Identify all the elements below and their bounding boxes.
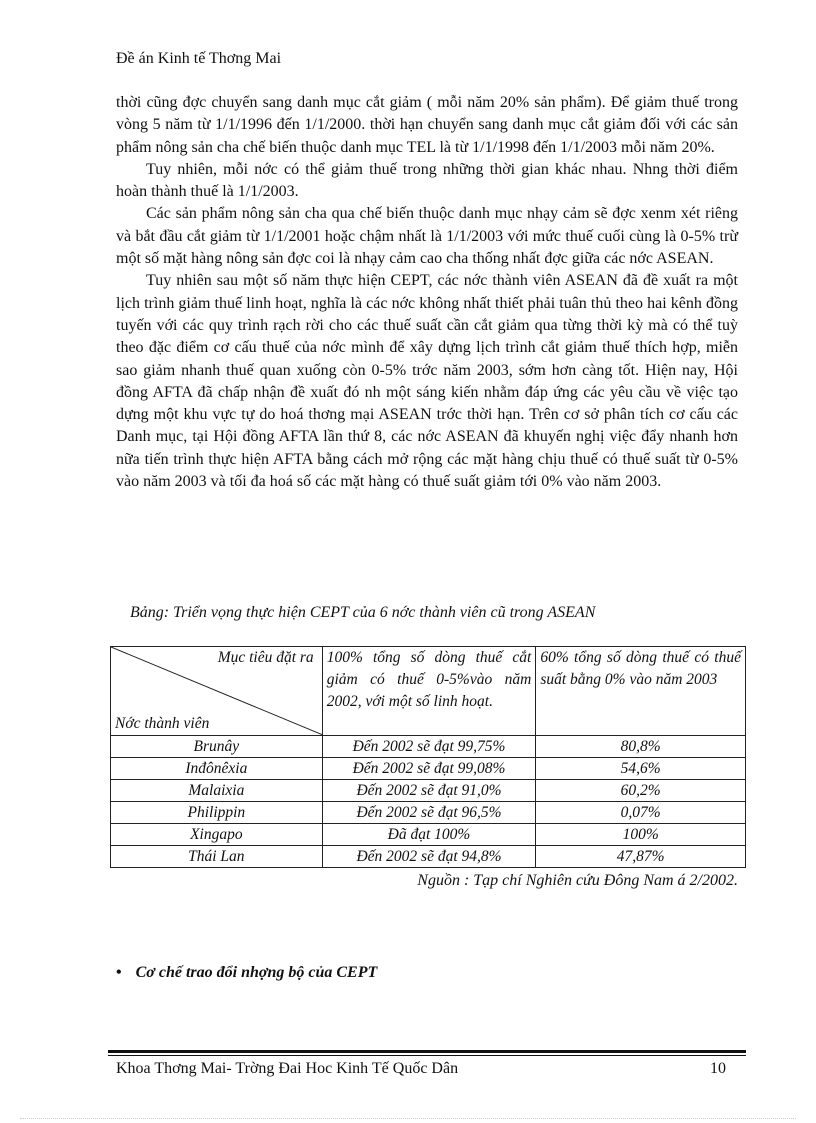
country-cell: Malaixia (111, 780, 323, 802)
target-2003-cell: 54,6% (536, 758, 746, 780)
body-text (116, 92, 738, 493)
table-row (111, 846, 746, 868)
target-2003-cell: 0,07% (536, 802, 746, 824)
footer-rule-thick (108, 1050, 746, 1053)
target-2003-cell: 100% (536, 824, 746, 846)
target-2003-cell: 47,87% (536, 846, 746, 868)
bullet-icon: • (116, 964, 122, 981)
target-2002-cell: Đến 2002 sẽ đạt 96,5% (322, 802, 536, 824)
target-2003-cell: 80,8% (536, 736, 746, 758)
country-cell: Xingapo (111, 824, 323, 846)
target-2002-cell: Đến 2002 sẽ đạt 99,75% (322, 736, 536, 758)
table-row (111, 824, 746, 846)
table-row (111, 736, 746, 758)
table-caption: Bảng: Triển vọng thực hiện CEPT của 6 nớc thành viên cũ trong ASEAN (130, 604, 596, 621)
footer-rule-thin (108, 1055, 746, 1056)
paragraph: Tuy nhiên sau một số năm thực hiện CEPT, các nớc thành viên ASEAN đã đề xuất ra một lịch trình giảm thuế linh hoạt, nghĩa là các nớc không nhất thiết phải tuân thủ theo hai kênh đồng tuyến với các quy trình rạch rời cho các thuế suất cần cắt giảm qua từng thời kỳ mà có thể tuỳ theo đặc điểm cơ cấu thuế của nớc mình để xây dựng lịch trình cắt giảm thuế thích hợp, miễn sao giảm nhanh thuế quan xuống còn 0-5% trớc năm 2003, sớm hơn càng tốt. Hiện nay, Hội đồng AFTA đã chấp nhận đề xuất đó nh một sáng kiến nhằm đáp ứng các yêu cầu về việc tạo dựng một khu vực tự do hoá thơng mại ASEAN trớc thời hạn. Trên cơ sở phân tích cơ cấu các Danh mục, tại Hội đồng AFTA lần thứ 8, các nớc ASEAN đã khuyến nghị việc đẩy nhanh hơn nữa tiến trình thực hiện AFTA bằng cách mở rộng các mặt hàng chịu thuế có thuế suất từ 0-5% vào năm 2003 và tối đa hoá số các mặt hàng có thuế suất giảm tới 0% vào năm 2003. (116, 272, 738, 491)
target-2002-cell: Đã đạt 100% (322, 824, 536, 846)
paragraph: thời cũng đợc chuyển sang danh mục cắt giảm ( mỗi năm 20% sản phẩm). Để giảm thuế trong vòng 5 năm từ 1/1/1996 đến 1/1/2000. thời hạn chuyển sang danh mục cắt giảm đối với các sản phẩm nông sản cha chế biến thuộc danh mục TEL là từ 1/1/1998 đến 1/1/2003 mỗi năm 20%. (116, 94, 738, 156)
page-header: Đề án Kinh tế Thơng Mai (116, 50, 282, 67)
table-row (111, 780, 746, 802)
country-cell: Brunây (111, 736, 323, 758)
target-2003-cell: 60,2% (536, 780, 746, 802)
cept-table (110, 646, 746, 868)
diagonal-header-cell (111, 647, 323, 736)
table-source: Nguồn : Tạp chí Nghiên cứu Đông Nam á 2/2002. (417, 872, 738, 889)
footer-text: Khoa Thơng Mai- Trờng Đai Hoc Kinh Tế Quốc Dân (116, 1060, 459, 1077)
col2-header: 60% tổng số dòng thuế có thuế suất bằng 0% vào năm 2003 (536, 647, 746, 736)
corner-bottom-label: Nớc thành viên (115, 715, 210, 732)
table-header-row (111, 647, 746, 736)
target-2002-cell: Đến 2002 sẽ đạt 91,0% (322, 780, 536, 802)
country-cell: Inđônêxia (111, 758, 323, 780)
target-2002-cell: Đến 2002 sẽ đạt 99,08% (322, 758, 536, 780)
paragraph: Tuy nhiên, mỗi nớc có thể giảm thuế trong những thời gian khác nhau. Nhng thời điểm hoàn thành thuế là 1/1/2003. (116, 160, 738, 201)
page-number: 10 (710, 1060, 726, 1077)
country-cell: Thái Lan (111, 846, 323, 868)
table-row (111, 758, 746, 780)
country-cell: Philippin (111, 802, 323, 824)
target-2002-cell: Đến 2002 sẽ đạt 94,8% (322, 846, 536, 868)
corner-top-label: Mục tiêu đặt ra (217, 649, 314, 666)
section-heading: Cơ chế trao đổi nhợng bộ của CEPT (135, 964, 378, 981)
table-row (111, 802, 746, 824)
page-edge-divider (20, 1118, 796, 1119)
section-bullet (116, 964, 377, 982)
paragraph: Các sản phẩm nông sản cha qua chế biến thuộc danh mục nhạy cảm sẽ đợc xenm xét riêng và bắt đầu cắt giảm từ 1/1/2001 hoặc chậm nhất là 1/1/2003 với mức thuế cuối cùng là 0-5% trừ một số mặt hàng nông sản đợc coi là nhạy cảm cao cha thống nhất đợc giữa các nớc ASEAN. (116, 205, 738, 268)
col1-header: 100% tổng số dòng thuế cắt giảm có thuế 0-5%vào năm 2002, với một số linh hoạt. (322, 647, 536, 736)
